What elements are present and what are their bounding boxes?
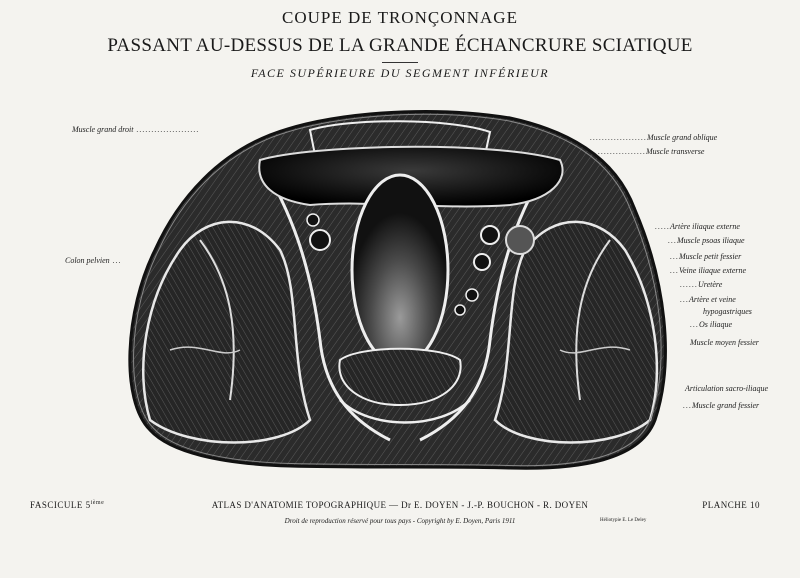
label-muscle-grand-droit: Muscle grand droit ..................... bbox=[72, 125, 200, 134]
label-muscle-petit-fessier: ...Muscle petit fessier bbox=[670, 252, 742, 261]
label-uretere: ......Uretère bbox=[680, 280, 723, 289]
title-divider bbox=[382, 62, 418, 63]
copyright-notice: Droit de reproduction réservé pour tous pays - Copyright by E. Doyen, Paris 1911 bbox=[284, 517, 516, 525]
printer-credit: Héliotypie E. Le Deley bbox=[600, 518, 647, 523]
label-colon-pelvien: Colon pelvien ... bbox=[65, 256, 122, 265]
label-artere-et-veine: ...Artère et veine bbox=[680, 295, 736, 304]
rectum-oval bbox=[352, 175, 448, 365]
label-muscle-transverse: ................Muscle transverse bbox=[598, 147, 705, 156]
right-iliac-vessel bbox=[481, 226, 499, 244]
page-subtitle: FACE SUPÉRIEURE DU SEGMENT INFÉRIEUR bbox=[250, 66, 550, 80]
label-muscle-psoas-iliaque: ...Muscle psoas iliaque bbox=[668, 236, 745, 245]
page-title-secondary: PASSANT AU-DESSUS DE LA GRANDE ÉCHANCRURE SCIATIQUE bbox=[107, 35, 693, 56]
page-title: COUPE DE TRONÇONNAGE bbox=[282, 8, 518, 27]
planche-number: PLANCHE 10 bbox=[702, 500, 760, 510]
label-os-iliaque: ...Os iliaque bbox=[690, 320, 733, 329]
fascicule-number: FASCICULE 5ième bbox=[30, 500, 105, 510]
label-hypogastriques: hypogastriques bbox=[703, 307, 752, 316]
cross-section-illustration bbox=[110, 100, 690, 480]
label-muscle-moyen-fessier: Muscle moyen fessier bbox=[690, 338, 759, 347]
left-iliac-vessel bbox=[310, 230, 330, 250]
psoas-section bbox=[506, 226, 534, 254]
label-artere-iliaque-externe: .....Artère iliaque externe bbox=[655, 222, 740, 231]
label-muscle-grand-fessier: ...Muscle grand fessier bbox=[683, 401, 760, 410]
label-veine-iliaque-externe: ...Veine iliaque externe bbox=[670, 266, 747, 275]
label-articulation-sacro-iliaque: Articulation sacro-iliaque bbox=[685, 384, 769, 393]
atlas-credit: ATLAS D'ANATOMIE TOPOGRAPHIQUE — Dr E. DOYEN - J.-P. BOUCHON - R. DOYEN bbox=[211, 500, 589, 510]
label-muscle-grand-oblique: ...................Muscle grand oblique bbox=[590, 133, 718, 142]
